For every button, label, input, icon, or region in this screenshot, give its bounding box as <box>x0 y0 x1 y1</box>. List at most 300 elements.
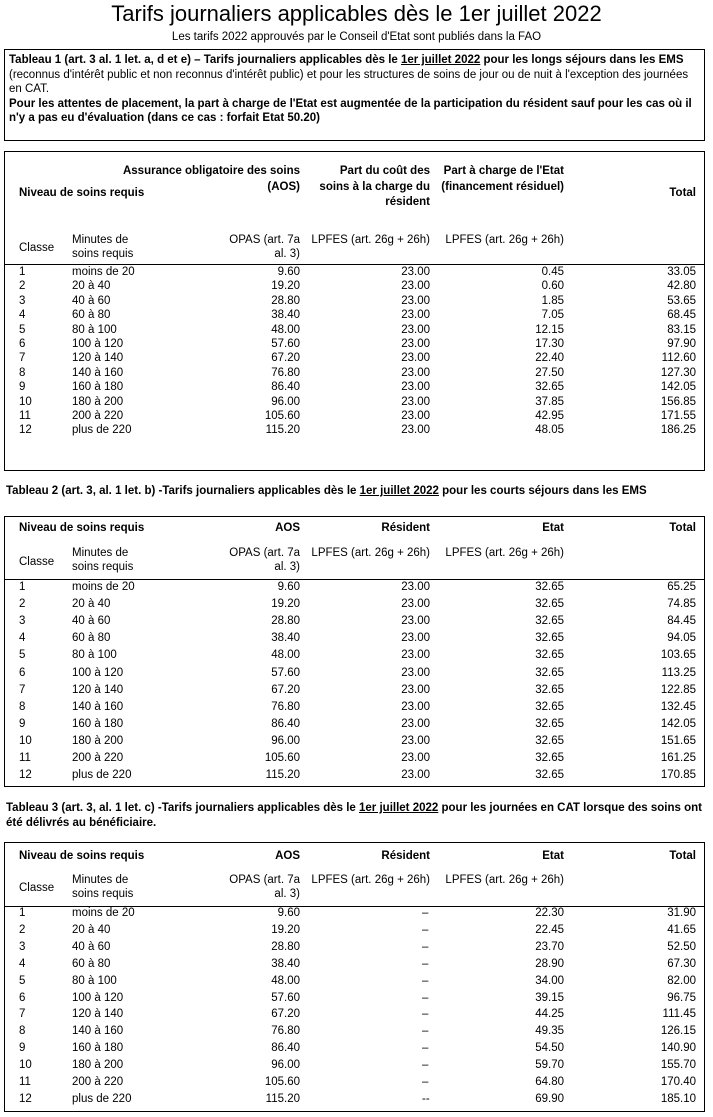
table-row <box>5 324 704 338</box>
cell-minutes: 20 à 40 <box>72 923 111 936</box>
cell-resident: 23.00 <box>401 769 430 782</box>
header-aos-ref: OPAS (art. 7a al. 3) <box>229 234 300 260</box>
cell-minutes: moins de 20 <box>72 907 135 919</box>
cell-total: 111.45 <box>662 1008 696 1021</box>
cell-etat: 34.00 <box>535 974 564 987</box>
cell-resident: 23.00 <box>401 632 430 645</box>
intro-ems: EMS <box>658 54 684 66</box>
cell-aos: 57.60 <box>271 991 300 1004</box>
cell-etat: 32.65 <box>535 381 564 394</box>
cell-resident: 23.00 <box>401 309 430 322</box>
cell-total: 142.05 <box>660 717 696 730</box>
cell-resident: 23.00 <box>401 424 430 437</box>
cell-total: 67.30 <box>667 957 696 970</box>
cell-etat: 32.65 <box>535 581 564 593</box>
table-row <box>5 295 704 309</box>
table-row <box>5 718 704 732</box>
cell-classe: 3 <box>19 615 26 628</box>
cell-aos: 48.00 <box>271 323 300 336</box>
cell-classe: 1 <box>19 907 26 919</box>
cell-resident: 23.00 <box>401 338 430 350</box>
cell-total: 171.55 <box>660 410 696 422</box>
cell-resident: – <box>422 1059 429 1072</box>
cell-classe: 2 <box>19 923 26 936</box>
cell-total: 53.65 <box>667 294 696 307</box>
cell-classe: 1 <box>19 266 26 278</box>
cell-total: 151.65 <box>660 734 696 747</box>
cell-minutes: 40 à 60 <box>72 940 111 953</box>
table-row <box>5 280 704 294</box>
table1-intro-box <box>4 49 705 141</box>
cell-resident: – <box>422 907 429 919</box>
cell-aos: 96.00 <box>271 1059 300 1072</box>
cell-etat: 32.65 <box>535 717 564 730</box>
cell-classe: 11 <box>19 410 31 422</box>
cell-total: 122.85 <box>660 683 696 696</box>
cell-minutes: 40 à 60 <box>72 294 111 307</box>
cell-minutes: 180 à 200 <box>72 1059 124 1072</box>
cell-aos: 28.80 <box>271 294 300 307</box>
cell-classe: 4 <box>19 632 26 645</box>
cell-resident: – <box>422 923 429 936</box>
cell-resident: – <box>422 1025 429 1038</box>
cell-minutes: 100 à 120 <box>72 666 124 679</box>
table-row <box>5 424 704 438</box>
cell-resident: – <box>422 957 429 970</box>
cell-resident: 23.00 <box>401 615 430 628</box>
cell-aos: 86.40 <box>271 717 300 730</box>
cell-total: 170.85 <box>660 769 696 782</box>
cell-resident: – <box>422 991 429 1004</box>
table-row <box>5 1093 704 1107</box>
cell-etat: 32.65 <box>535 700 564 713</box>
caption-date: 1er juillet 2022 <box>359 485 439 497</box>
cell-total: 97.90 <box>667 338 696 350</box>
cell-aos: 57.60 <box>271 338 300 350</box>
cell-resident: – <box>422 1076 429 1088</box>
cell-aos: 19.20 <box>271 923 300 936</box>
cell-etat: 32.65 <box>535 734 564 747</box>
cell-etat: 54.50 <box>535 1042 564 1055</box>
cell-etat: 37.85 <box>535 395 564 408</box>
cell-minutes: moins de 20 <box>72 581 135 593</box>
cell-resident: 23.00 <box>401 381 430 394</box>
table-row <box>5 581 704 595</box>
cell-classe: 3 <box>19 294 26 307</box>
cell-etat: 32.65 <box>535 632 564 645</box>
cell-total: 185.10 <box>660 1092 696 1105</box>
table3-caption <box>6 801 706 831</box>
cell-minutes: 80 à 100 <box>72 649 117 662</box>
cell-resident: 23.00 <box>401 752 430 764</box>
cell-total: 41.65 <box>667 923 696 936</box>
cell-etat: 39.15 <box>535 991 564 1004</box>
cell-resident: -- <box>422 1092 430 1105</box>
cell-aos: 67.20 <box>271 683 300 696</box>
cell-classe: 10 <box>19 734 32 747</box>
cell-resident: 23.00 <box>401 410 430 422</box>
table-1 <box>4 151 705 471</box>
cell-resident: 23.00 <box>401 280 430 293</box>
intro-paragraph-2 <box>9 97 700 126</box>
cell-classe: 11 <box>19 752 31 764</box>
header-etat-ref: LPFES (art. 26g + 26h) <box>445 547 564 559</box>
table-row <box>5 1059 704 1073</box>
table-row <box>5 338 704 352</box>
cell-minutes: moins de 20 <box>72 266 135 278</box>
table-row <box>5 684 704 698</box>
cell-etat: 32.65 <box>535 649 564 662</box>
cell-resident: 23.00 <box>401 581 430 593</box>
header-aos-ref: OPAS (art. 7a al. 3) <box>229 547 300 573</box>
cell-minutes: 20 à 40 <box>72 280 111 293</box>
cell-classe: 4 <box>19 309 26 322</box>
header-resident-ref: LPFES (art. 26g + 26h) <box>311 547 430 559</box>
cell-minutes: 100 à 120 <box>72 991 124 1004</box>
table-row <box>5 752 704 766</box>
table-row <box>5 1076 704 1090</box>
cell-minutes: plus de 220 <box>72 424 132 437</box>
cell-total: 112.60 <box>661 352 696 365</box>
cell-etat: 32.65 <box>535 666 564 679</box>
cell-etat: 27.50 <box>535 366 564 379</box>
cell-aos: 67.20 <box>271 352 300 365</box>
cell-aos: 115.20 <box>265 424 300 437</box>
cell-etat: 22.45 <box>535 923 564 936</box>
cell-resident: 23.00 <box>401 598 430 611</box>
header-niveau: Niveau de soins requis <box>19 187 145 199</box>
cell-aos: 96.00 <box>271 395 300 408</box>
table-row <box>5 367 704 381</box>
header-divider <box>5 264 704 265</box>
table-row <box>5 410 704 424</box>
cell-etat: 17.30 <box>535 338 564 350</box>
header-resident-ref: LPFES (art. 26g + 26h) <box>311 234 430 246</box>
cell-etat: 42.95 <box>535 410 564 422</box>
header-total: Total <box>669 187 696 199</box>
table-row <box>5 769 704 783</box>
cell-etat: 44.25 <box>535 1008 564 1021</box>
cell-aos: 76.80 <box>271 366 300 379</box>
cell-classe: 9 <box>19 381 26 394</box>
cell-etat: 7.05 <box>541 309 564 322</box>
caption-text: Tableau 2 (art. 3, al. 1 let. b) -Tarifs journaliers applicables dès le <box>6 485 360 497</box>
cell-aos: 28.80 <box>271 940 300 953</box>
cell-total: 31.90 <box>667 907 696 919</box>
cell-aos: 67.20 <box>271 1008 300 1021</box>
cell-classe: 2 <box>19 598 26 611</box>
header-resident: Part du coût des soins à la charge du résident <box>319 165 430 208</box>
cell-total: 74.85 <box>667 598 696 611</box>
cell-aos: 86.40 <box>271 1042 300 1055</box>
cell-classe: 10 <box>19 1059 32 1072</box>
cell-total: 52.50 <box>667 940 696 953</box>
cell-minutes: 20 à 40 <box>72 598 111 611</box>
document-title: Tarifs journaliers applicables dès le 1er juillet 2022 <box>111 1 602 26</box>
cell-etat: 32.65 <box>535 615 564 628</box>
header-etat: Etat <box>542 850 564 862</box>
cell-classe: 2 <box>19 280 26 293</box>
cell-etat: 28.90 <box>535 957 564 970</box>
cell-total: 42.80 <box>667 280 696 293</box>
cell-aos: 76.80 <box>271 700 300 713</box>
cell-minutes: 120 à 140 <box>72 1008 124 1021</box>
cell-resident: 23.00 <box>401 717 430 730</box>
header-aos: AOS <box>275 850 300 862</box>
cell-resident: 23.00 <box>401 683 430 696</box>
cell-total: 155.70 <box>660 1059 696 1072</box>
cell-aos: 9.60 <box>277 266 300 278</box>
header-aos-ref: OPAS (art. 7a al. 3) <box>229 874 300 900</box>
table-row <box>5 941 704 955</box>
cell-resident: 23.00 <box>401 366 430 379</box>
cell-classe: 6 <box>19 991 26 1004</box>
header-total: Total <box>669 850 696 862</box>
cell-classe: 12 <box>19 769 32 782</box>
header-classe: Classe <box>19 242 55 254</box>
cell-classe: 6 <box>19 666 26 679</box>
cell-etat: 22.40 <box>535 352 564 365</box>
header-minutes: Minutes de soins requis <box>72 874 134 900</box>
cell-aos: 28.80 <box>271 615 300 628</box>
header-etat-ref: LPFES (art. 26g + 26h) <box>445 234 564 246</box>
cell-minutes: 160 à 180 <box>72 381 124 394</box>
cell-minutes: 40 à 60 <box>72 615 111 628</box>
table-row <box>5 667 704 681</box>
intro-text: Tableau 1 (art. 3 al. 1 let. a, d et e) – Tarifs journaliers applicables dès le <box>9 54 401 66</box>
cell-etat: 48.05 <box>535 424 564 437</box>
cell-aos: 19.20 <box>271 280 300 293</box>
table-row <box>5 1025 704 1039</box>
header-minutes: Minutes de soins requis <box>72 234 134 260</box>
cell-total: 142.05 <box>660 381 696 394</box>
cell-total: 113.25 <box>661 666 696 679</box>
caption-text: pour les courts séjours dans les EMS <box>438 485 647 497</box>
intro-date: 1er juillet 2022 <box>401 54 481 66</box>
caption-text: pour les journées en CAT lorsque des soins ont été délivrés au bénéficiaire. <box>6 802 702 829</box>
cell-total: 33.05 <box>667 266 696 278</box>
cell-resident: 23.00 <box>401 294 430 307</box>
cell-minutes: 200 à 220 <box>72 1076 124 1088</box>
cell-total: 156.85 <box>660 395 696 408</box>
table-row <box>5 701 704 715</box>
cell-etat: 1.85 <box>541 294 564 307</box>
cell-total: 65.25 <box>667 581 696 593</box>
table-row <box>5 352 704 366</box>
cell-resident: 23.00 <box>401 352 430 365</box>
table-row <box>5 975 704 989</box>
cell-total: 127.30 <box>660 366 696 379</box>
cell-resident: 23.00 <box>401 649 430 662</box>
header-resident: Résident <box>381 522 430 534</box>
cell-classe: 5 <box>19 649 26 662</box>
cell-resident: – <box>422 974 429 987</box>
header-niveau: Niveau de soins requis <box>19 850 145 862</box>
cell-resident: 23.00 <box>401 666 430 679</box>
cell-aos: 48.00 <box>271 974 300 987</box>
cell-classe: 7 <box>19 352 26 365</box>
table-row <box>5 309 704 323</box>
cell-resident: 23.00 <box>401 395 430 408</box>
cell-etat: 12.15 <box>535 323 564 336</box>
cell-etat: 59.70 <box>535 1059 564 1072</box>
cell-classe: 10 <box>19 395 32 408</box>
cell-minutes: 120 à 140 <box>72 352 124 365</box>
cell-total: 68.45 <box>667 309 696 322</box>
header-minutes: Minutes de soins requis <box>72 547 134 573</box>
cell-classe: 5 <box>19 974 26 987</box>
cell-etat: 0.45 <box>541 266 564 278</box>
cell-classe: 6 <box>19 338 26 350</box>
cell-resident: 23.00 <box>401 323 430 336</box>
cell-minutes: 160 à 180 <box>72 717 124 730</box>
cell-aos: 86.40 <box>271 381 300 394</box>
cell-etat: 0.60 <box>541 280 564 293</box>
cell-classe: 9 <box>19 1042 26 1055</box>
intro-text: (reconnus d'intérêt public et non reconnus d'intérêt public) et pour les structures de soins de jour ou de nuit à l'exception des journées en CAT. <box>9 68 689 95</box>
caption-date: 1er juillet 2022 <box>359 802 439 814</box>
cell-classe: 3 <box>19 940 26 953</box>
cell-resident: – <box>422 1008 429 1021</box>
cell-etat: 32.65 <box>535 683 564 696</box>
table-row <box>5 992 704 1006</box>
table-3 <box>4 842 705 1112</box>
cell-minutes: plus de 220 <box>72 1092 132 1105</box>
cell-aos: 105.60 <box>264 1076 300 1088</box>
header-etat: Part à charge de l'Etat (financement résiduel) <box>441 165 564 193</box>
cell-total: 103.65 <box>660 649 696 662</box>
cell-aos: 105.60 <box>264 752 300 764</box>
cell-minutes: 80 à 100 <box>72 323 117 336</box>
cell-minutes: 200 à 220 <box>72 410 124 422</box>
cell-total: 94.05 <box>667 632 696 645</box>
table-row <box>5 266 704 280</box>
cell-aos: 38.40 <box>271 632 300 645</box>
cell-total: 140.90 <box>660 1042 696 1055</box>
table-row <box>5 1042 704 1056</box>
cell-minutes: 60 à 80 <box>72 957 111 970</box>
cell-classe: 8 <box>19 366 26 379</box>
cell-total: 132.45 <box>660 700 696 713</box>
cell-resident: 23.00 <box>401 700 430 713</box>
intro-paragraph-1 <box>9 53 700 97</box>
header-aos: AOS <box>275 522 300 534</box>
table-row <box>5 396 704 410</box>
cell-classe: 5 <box>19 323 26 336</box>
cell-aos: 9.60 <box>277 581 300 593</box>
cell-etat: 23.70 <box>535 940 564 953</box>
header-etat-ref: LPFES (art. 26g + 26h) <box>445 874 564 886</box>
header-etat: Etat <box>542 522 564 534</box>
cell-etat: 32.65 <box>535 598 564 611</box>
cell-minutes: 120 à 140 <box>72 683 124 696</box>
cell-classe: 12 <box>19 1092 32 1105</box>
table-row <box>5 735 704 749</box>
table-row <box>5 632 704 646</box>
cell-etat: 32.65 <box>535 769 564 782</box>
cell-total: 82.00 <box>667 974 696 987</box>
cell-aos: 115.20 <box>265 1092 300 1105</box>
document-subtitle: Les tarifs 2022 approuvés par le Conseil d'Etat sont publiés dans la FAO <box>171 31 542 43</box>
cell-minutes: 100 à 120 <box>72 338 124 350</box>
table2-caption <box>6 484 706 499</box>
caption-text: Tableau 3 (art. 3, al. 1 let. c) -Tarifs journaliers applicables dès le <box>6 802 360 814</box>
cell-resident: 23.00 <box>401 734 430 747</box>
table-row <box>5 649 704 663</box>
header-classe: Classe <box>19 556 55 568</box>
header-resident-ref: LPFES (art. 26g + 26h) <box>311 874 430 886</box>
cell-classe: 8 <box>19 1025 26 1038</box>
table-row <box>5 598 704 612</box>
cell-minutes: 180 à 200 <box>72 734 124 747</box>
cell-total: 96.75 <box>667 991 696 1004</box>
cell-resident: 23.00 <box>401 266 430 278</box>
cell-total: 161.25 <box>660 752 696 764</box>
cell-aos: 9.60 <box>277 907 300 919</box>
intro-text: pour les longs séjours dans les <box>480 54 659 66</box>
cell-minutes: 60 à 80 <box>72 309 111 322</box>
cell-aos: 57.60 <box>271 666 300 679</box>
table-row <box>5 1008 704 1022</box>
cell-minutes: 60 à 80 <box>72 632 111 645</box>
header-resident: Résident <box>381 850 430 862</box>
cell-minutes: 140 à 160 <box>72 1025 124 1038</box>
cell-classe: 7 <box>19 683 26 696</box>
cell-classe: 12 <box>19 424 32 437</box>
cell-total: 126.15 <box>660 1025 696 1038</box>
header-classe: Classe <box>19 882 55 894</box>
cell-resident: – <box>422 1042 429 1055</box>
cell-etat: 32.65 <box>535 752 564 764</box>
cell-resident: – <box>422 940 429 953</box>
cell-aos: 19.20 <box>271 598 300 611</box>
cell-aos: 96.00 <box>271 734 300 747</box>
cell-aos: 48.00 <box>271 649 300 662</box>
cell-minutes: plus de 220 <box>72 769 132 782</box>
table-row <box>5 907 704 921</box>
cell-total: 83.15 <box>667 323 696 336</box>
table-row <box>5 958 704 972</box>
cell-aos: 115.20 <box>265 769 300 782</box>
cell-minutes: 200 à 220 <box>72 752 124 764</box>
cell-minutes: 80 à 100 <box>72 974 117 987</box>
cell-aos: 76.80 <box>271 1025 300 1038</box>
cell-etat: 69.90 <box>535 1092 564 1105</box>
cell-classe: 9 <box>19 717 26 730</box>
cell-classe: 11 <box>19 1076 31 1088</box>
table-row <box>5 381 704 395</box>
cell-total: 84.45 <box>667 615 696 628</box>
cell-aos: 38.40 <box>271 309 300 322</box>
cell-classe: 7 <box>19 1008 26 1021</box>
header-niveau: Niveau de soins requis <box>19 522 145 534</box>
cell-etat: 49.35 <box>535 1025 564 1038</box>
cell-total: 170.40 <box>660 1076 696 1088</box>
cell-classe: 1 <box>19 581 26 593</box>
table-row <box>5 924 704 938</box>
cell-aos: 38.40 <box>271 957 300 970</box>
cell-etat: 64.80 <box>535 1076 564 1088</box>
header-divider <box>5 579 704 580</box>
table-2 <box>4 516 705 787</box>
header-total: Total <box>669 522 696 534</box>
cell-etat: 22.30 <box>535 907 564 919</box>
cell-aos: 105.60 <box>264 410 300 422</box>
cell-minutes: 140 à 160 <box>72 700 124 713</box>
cell-minutes: 160 à 180 <box>72 1042 124 1055</box>
cell-total: 186.25 <box>660 424 696 437</box>
header-aos: Assurance obligatoire des soins (AOS) <box>122 165 300 193</box>
